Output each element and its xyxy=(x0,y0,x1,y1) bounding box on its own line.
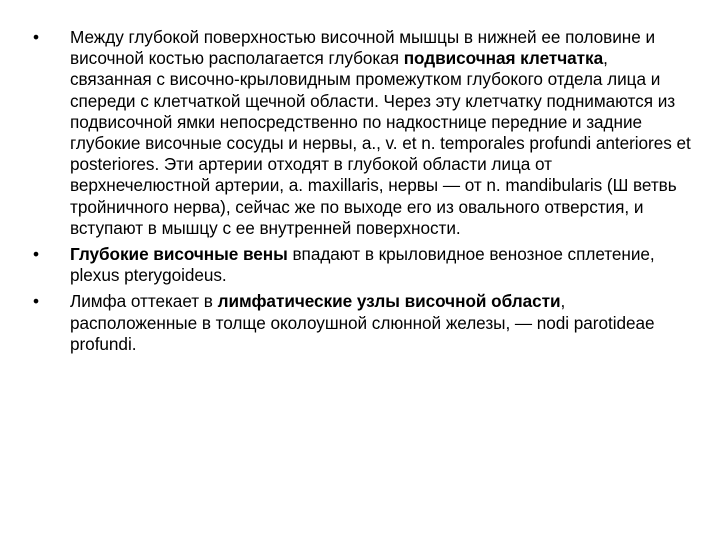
bullet-2-text: впадают в крыловидное венозное сплетение, plexus pterygoideus. xyxy=(70,244,655,286)
bullet-item-3 xyxy=(30,291,694,355)
bullet-list xyxy=(30,27,694,355)
bullet-3-text-cont: , расположенные в толще околоушной слюнной железы, — nodi parotideae profundi. xyxy=(70,291,655,354)
bullet-1-text: Между глубокой поверхностью височной мышцы в нижней ее половине и височной костью располагается глубокая xyxy=(70,27,655,69)
bullet-2-bold-term: Глубокие височные вены xyxy=(70,244,288,265)
bullet-marker: • xyxy=(33,244,39,265)
bullet-item-1 xyxy=(30,27,694,239)
bullet-3-bold-term: лимфатические узлы височной области xyxy=(217,291,561,312)
bullet-item-2 xyxy=(30,244,694,286)
bullet-marker: • xyxy=(33,291,39,312)
bullet-1-text-cont: , связанная с височно-крыловидным промежутком глубокого отдела лица и спереди с клетчаткой щечной области. Через эту клетчатку поднимаются из подвисочной ямки непосредственно по надкостнице передние и задние глубокие височные сосуды и нервы, а., v. et n. temporales profundi anteriores et posteriores. Эти артерии отходят в глубокой области лица от верхнечелюстной артерии, a. maxillaris, нервы — от n. mandibularis (Ш ветвь тройничного нерва), сейчас же по выходе его из овального отверстия, и вступают в мышцу с ее внутренней поверхности. xyxy=(70,48,691,238)
slide-body xyxy=(30,27,694,355)
bullet-marker: • xyxy=(33,27,39,47)
bullet-3-text: Лимфа оттекает в xyxy=(70,291,218,312)
bullet-1-bold-term: подвисочная клетчатка xyxy=(403,48,604,69)
